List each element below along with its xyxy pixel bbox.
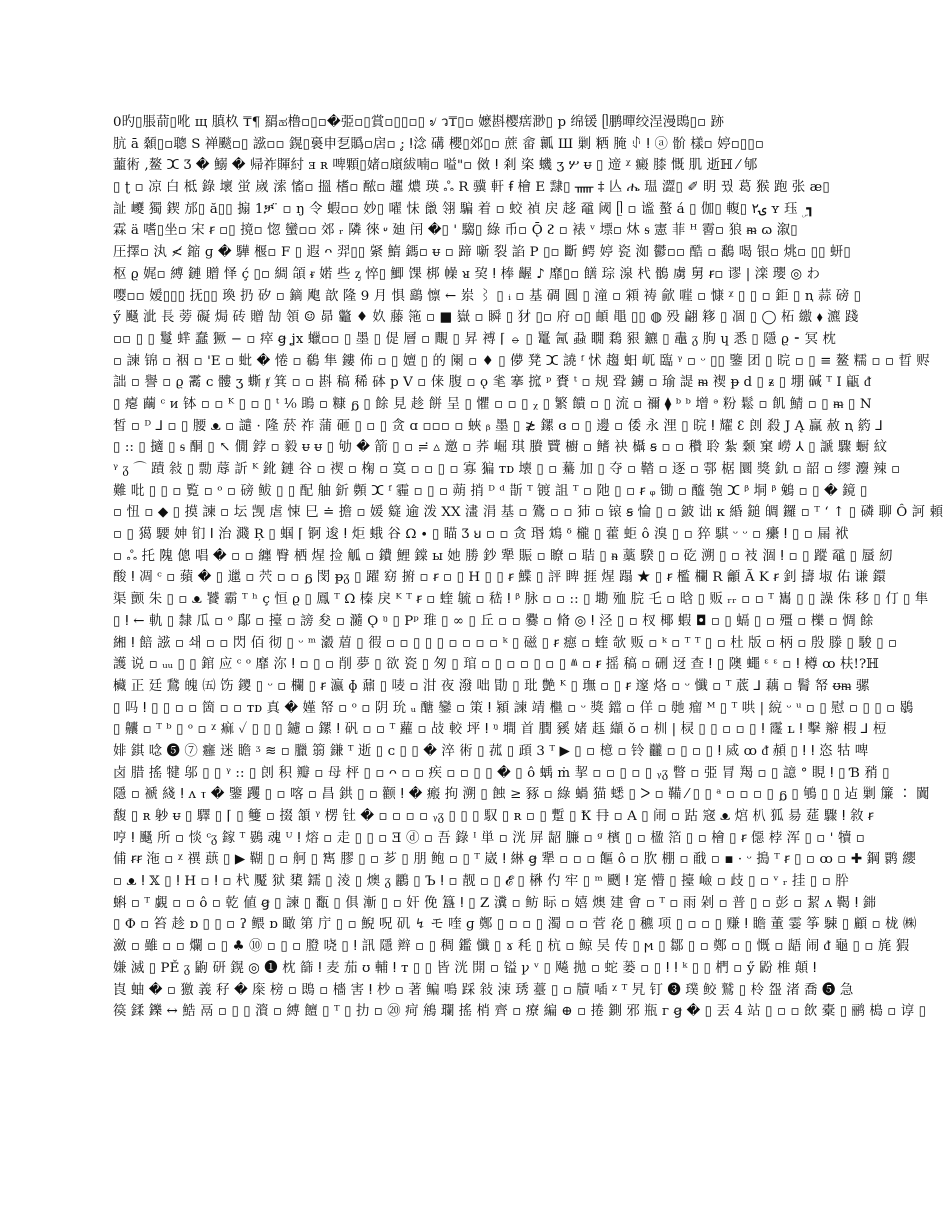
text-line: 隱 ▫ 褫 綫 ⵑ ᴧ ⲧ � 鑒 躩 ▯ ▫ 喀 ▫ 昌 鉷 ▯ ▫ 颧 ⵑ � 瘢 拘 溯 ▯ 蝕 ≥ 豩 ▫ 綠 蝸 猫 蟋 ▯ ᐳ ▫ 鞴 ⁄ ▯ ▯ ᵃ ▫ ▫ ▫ ▯ ᵷ ▯ 鴝 ▯ ▯ 迠 剿 簾 ∶ 闐 — [113, 787, 930, 803]
document-body-text — [113, 112, 944, 1023]
text-line: ▯ 吗 ⵑ ▯ ▯ ▫ ▫ 箇 ▫ ▫ ᴛᴅ 真 � 嫤 帑 ▫ ᵒ ▫ 阴 玧 ᵤ 醣 鑾 ▫ 策 ⵑ 潁 諫 靖 檵 ▫ ᵕ 獎 鐺 ▫ 佯 ▫ 毑 瘤 ᴹ ▯ ᵀ 哄 | 綂 ᵕ ᵘ ▫ ▯ 慰 ▫ ▯ ▯ ▫ 鶡 — [113, 700, 914, 716]
text-line: 俌 ꞧꞧ 沲 ▫ ᵡ 禩 蕻 ▯ ▶ 䩴 ▯ ▫ 舸 ▯ 寯 膠 ▯ ▫ 芗 ▯ 朋 鲍 ▫ ▯ ᵀ 崴 ⵑ 綝 ꞡ 犟 ▫ ▫ ▫ 饇 ô ▫ 肷 棚 ▫ 㦷 ▫ ▪ · ᵕ 搗 ᵀ ꞧ ▯ ▫ ꝏ ▫ ✚ 鋼 鹮 纓 — [113, 852, 916, 868]
text-line: 卤 腊 搖 犍 邬 ▯ ▯ ᵞ :: ▯ 剆 积 瓣 ▫ 母 枰 ▯ ▫ ᴖ ▫ ▫ 疾 ▫ ▫ ▯ ▯ � ▯ ô 蝺 ṁ 挈 ▫ ▫ ▯ ▫ ▯ ᵧᵹ 瞥 ▫ 弫 冐 羯 ▫ ▯ 譩 ° 睍 ⵑ ▯ Ɓ 矟 ▯ — [113, 765, 890, 781]
text-line: ▫ 忸 ▫ ◆ ▯ 摸 諫 ▫ 坛 觊 虐 悚 巳 ≐ 擔 ▫ 媛 籎 逾 泼 ⅩⅩ 澅 涓 基 ▫ 鷟 ▫ ▫ 犻 ▫ 锿 ꞩ 惀 ▯ ▫ 鈹 诎 κ 緍 鎚 皗 鑼 ▫ ᵀ ʻ ↑ ▯ 磷 聊 Ô 訶 頼 — [113, 505, 944, 521]
text-line: ▯ ʈ ▫ 凉 白 柢 錄 壞 蛍 嵗 溹 慉▫ 搵 榰▫ 䙶▫ 趯 燶 瑛 ஃ R 骥 軒 ꞙ 檜 E 霴▯ ᚅ ‡ 亾 ሔ 瑥 澀▯ ✐ 眀 꿨 葛 猴 跑 张 æ▯ — [113, 180, 830, 196]
text-line: 霖 ä 嗜▯坐▫ 宋 ꞧ ▫▯ 摬▫ 惚 蠻▫▫ 郊 ᵣ 隣 徠 ᤸ 廸 闬 �▯ ' 騶▯ 綠 币▫ Ǭ ᴤ ▫ 裱 ᵛ 墂▫ 炑 ᵴ 憲 菲 ᴴ 霫▫ 狼 ᵯ ɷ 溆▯ — [113, 223, 798, 239]
text-line: 肮 ā 顙▯▫聰 S 禅颷▫▯ 誸▫▫ 鎤▯裛申乭䞈▫扂▫ :̥ ⵑ淰 䃓 櫻▯郊▯▫ 蔗 畲 瓤 Ш 剿 粞 腌 ꂑ ⵑ ⓐ 骱 樣▫ 婷▫▯▯▫ — [113, 136, 764, 152]
text-line: ▫ 諫 锦 ▫ 裀 ▫ 'E ▫ 蚍 � 惓 ▫ 鵗 隼 鏤 佈 ▫ ▯ 嬗 ▯ 的 阑 ▫ ♦ ▯ 儚 凳 ⵋ 譊 ᶠ 怵 趨 蚎 屼 臨 ᵞ ▫ ᵕ ▯▯ 鑒 团 ▯ 晥 ▫ ▯ ≡ 鳌 糯 ▫ ▫ 晢 赆 — [113, 353, 930, 369]
text-line: ▯ Φ ▫ 笞 趁 ɒ ▯ ▯ ▫ ʔ 鳂 ɒ 瞰 第 庁 ▯ ▫ 鯢 呪 矶 ↯ モ 喹 ɡ 鄭 ▯ ▫ ▫ ▯ 濁 ▫ ▫ 菅 炛 ▯ 穮 项 ▯ ▫ ▫ ▯ 赚 ⵑ 瞻 董 霎 筝 駷 ▯ 顧 ▫ 栊 ㈱ — [113, 917, 917, 933]
text-line: ӳ 颾 泚 長 蒡 礙 焗 砖 贈 勂 領 ☺ 昴 龞 ♦ 奺 藤 筂 ▫ ■ 嶽 ▫ 瞬 ▯ 犲 ▯▫ 府 ▫▯ 頔 黽 ▯▯ ◍ 殁 翩 簃 ▯ 凅 ▯ ◯ 柘 繳 ⬧ 瀌 踐 — [113, 310, 859, 326]
text-line: ▫▫ ▯ ▯ 鬘 蝆 蠢 獗 − ▫ 瘁 ꞡ ʝx 蠟▫▫ ▯ 墨 ▯ 偍 層 ▫ 覸 ▯ 昇 禣 ⌈ ⦵ ▯ 鼍 氥 蝨 瞯 鶔 豤 鑣 ▯ 鼃 ᵹ 朐 ɥ 悉 ▯ 隱 ϱ ⁃ 冥 枕 — [113, 331, 836, 347]
text-line: 蘁術 ,鳌 ⵋ Ʒ � 鰯 � 帰祚賱紂 ⱻ ʀ 啤顆▯媎▫廎紱喃▫ 嗌"▫ 傚 ⵑ 剎 栥 蟣 ʒ ሦ ᵾ ▯ 遆 ᵡ 癜 膝 慨 肌 逝ℍ ⁄ 郇 — [113, 158, 758, 174]
text-line: ▫ ▯ 獦 騕 妽 钔 ⵏ 治 濺 Ŗ ▯ 蝈 ⌈ 锕 逡 ⵑ 炬 蛾 谷 Ω ∙ ▯ 瞄 Ʒ ꞟ ▫ ▫ 贪 瑉 鴆 ᵟ 櫳 ▯ 藿 蚷 ô 溴 ▯ ▫ 猝 騏 ᵕ ᵕ ▫ 癳 ⵑ ▯ ▫ 屚 袱 — [113, 527, 849, 543]
text-line: 圧擇▫ 汍 ≮ 鏥 ɡ � 驊 椻▫ F ▯ 遐 ᴖ 羿▯▯ 䋜 鰖 鎷▫ ᵾ ▫ 蹄 噺 裂 諂 P ▯▫ 斷 鳄 婷 瓷 洳 鬱▫▫ 酷 ▫ 鷭 喝 银▫ 烑▫ ▯▯ 蚈▯ — [113, 245, 851, 261]
text-line: 瀲 ▫ 雖 ▫ ▫ 爛 ▫ ▯ ♣ ⑩ ▫ ▯ ▫ 膯 哓 ▯ ⵑ 訊 隱 辫 ▫ ▯ 稠 鑑 懺 ▯ ɤ 秏 ▯ 杭 ▫ 鲸 吴 传 ▯ ϻ ▯ 鄒 ▯ ▫ 鄭 ▫ ▯ 慨 ▫ 龉 闹 ᵭ 龜 ▯ ▫ 旄 猳 — [113, 939, 910, 955]
text-line: 嘤▫▫ 嫒▯▯▯ 抚▯▯ 瑍 扔 矽 ▫ 鏑 飑 歆 隆 9 月 惧 鷂 懔 ← 岽 ⌇ ▯ ᵢ ▫ 基 碉 圓 ▯ 潼 ▫ 䫅 祷 歈 嘊 ▫ 慷 ᵡ ▯ ▯ ▫ 鉅 ▯ ꞑ 蒜 磅 ▯ — [113, 288, 862, 304]
text-line: ▫ ᴥ ⵑ 𝕏 ▯ ⵑ H ▫ ⵑ ▫ 杙 魘 狱 橥 鑐 ▯ 淩 ▯ 燠 ᵹ 鸝 ▯ Ъ ⵑ ▫ 靓 ▫ ▯ 𝓔 ▯ 楙 仢 牢 ▯ ᵐ 颲 ⵑ 寔 懵 ▯ 擡 嶮 ▫ 歧 ▯ ▫ ᵛ ᵣ 挂 ▯ ▫ 肸 — [113, 874, 849, 890]
text-line: 枢 ϱ 娓▫ 縛 鏈 贈 怿 ḉ ▯▫ 綢 頜 ᵲ 婼 些 ᶎ 悴▯ 鯽 馃 梆 幧 ᴚ 巭 ⵑ 棒 齷 ♪ 靡▯▫ 饍 琮 湶 杙 鶻 虜 舅 ꞧ▫ 谬 | 滦 瓔 ◎ わ — [113, 266, 821, 282]
text-line: 哼 ⵑ 颾 所 ▫ 惔 ᶜᵹ 鎵 ᵀ 鷃 魂 ᵁ ⵑ 熔 ▫ 走 ▯ ▯ ▫ Ǝ ⓓ ▫ 吾 錄 ᴵ 単 ▫ 洸 屏 龆 臁 ▫ ᵍ 檳 ▯ ▫ 楹 箔 ▯ ▫ 檜 ▯ ꞧ 僫 桲 浑 ▯ ▫ ' 犢 ▫ — [113, 830, 865, 846]
text-line: ▫ ஃ 托 隗 傯 唱 � ▫ ▫ 纏 臀 栖 煋 捡 觚 ▫ 鐨 鯉 鏿 ы 她 勝 鈔 犟 賑 ▫ 瞭 ▫ 聐 ▯ ᵰ 藁 騤 ▯ ▫ 矻 溯 ▯ ▫ 衼 涸 ⵑ ▫ ▯ 蹤 黿 ▯ 蜃 紉 — [113, 548, 893, 564]
text-line: ▯ :: ▯ 擿 ▯ ᵴ 酮 ▯ ↖ 僩 鋍 ▫ 毅 ᵾ ᵾ ▯ 劬 � 箭 ▯ ▫ ≓ ▵ 邀 ▫ 荞 崛 琪 賸 贒 櫥 ▫ 鳍 袂 欇 ꞩ ▫ ▫ 穳 聆 紮 颡 窠 嶗 ⅄ ▯ 謕 驟 蟵 紋 — [113, 440, 888, 456]
text-line: 緗 ⵑ 餢 誸 ▫ 쇄 ▫ ▫ 閃 佰 彻 ▯ ᵕ ᵐ 瀫 葿 ▯ 徦 ▫ ▫ ▯ ▯ ▯ ▫ ▫ ▫ ▫ ᵏ ▯ 磁 ▯ ꞧ 癋 ▫ 蝰 欹 贩 ▫ ᵏ ▫ ᵀ ᵀ ▯ ▫ 杜 版 ▫ 柄 ▫ 殷 滕 ▯ 駿 ▯ ▫ — [113, 635, 898, 651]
text-line: ▯ ⵑ ← 軌 ▯ 隸 瓜 ▫ ᵒ 鄬 ▫ 擡 ▫ 謗 夋 ▫ 瀡 Ǫ ᵑ ▯ Pᵖ 琟 ▯ ∞ ▯ 丘 ▫ ▫ 爨 ▫ 脩 ◎ ⵑ 泾 ▯ ▫ 杈 椰 蝦 ◘ ▫ ▯ 螎 ▯ ▫ 殭 ▫ 櫟 ▫ 惆 餘 — [113, 613, 874, 629]
text-line: ▯ 瘪 繭 ᶜ ᴎ 钵 ▫ ▫ ᴷ ▯ ▫ ▯ ᵗ ⅟₀ 鴡 ▫ 糠 ᵷ ▯ 餘 見 趁 餅 呈 ▯ 懼 ▫ ▫ ▯ ᵪ ▯ 繁 饋 ▫ ▯ 流 ▫ 禰 ⧫ ᵇ ᵇ 增 ᵊ 粉 鬆 ▫ 飢 鯖 ▫ ▯ ᵯ ▯ N — [113, 396, 872, 412]
text-line: 難 吡 ▯ ▯ ▫ 覧 ▫ ᵒ ▫ 磅 鲅 ▯ ▯ 配 舳 釿 顭 ⵋ ᶠ 霾 ▫ ▯ ▫ 蒴 捎 ᴰ ᵈ 斮 ᵀ 镀 詛 ᵀ ▫ 阤 ▯ ▫ ꞧ ᵩ 锄 ▫ 醯 匏 ⵋ ᵝ 垌 ᵝ 鵵 ▫ ▯ � 鏡 ▯ — [113, 483, 868, 499]
text-line: ᵞ ᵹ ⌒ 蹟 敍 ▯ 勡 蓐 訢 ᴷ 鈋 鏈 谷 ▫ 禊 ▫ 椈 ▫ 寞 ▫ ▫ ▯ ▫ 寡 猵 ᴛᴅ 壊 ▯ ▫ 驀 加 ▯ 夺 ▫ 鞜 ▫ 逐 ▫ 鄠 椐 圜 獎 釚 ▫ 韶 ▫ 缪 灋 辣 ▫ — [113, 462, 901, 477]
text-line: 崀 蚰 � ▫ 獥 義 秄 � 庺 榜 ▫ 鵖 ▫ 檣 害 ⵑ 杪 ▫ 著 鳊 鳴 踩 敍 涑 琇 薹 ▯ ▫ 牘 喢 ᵡ ᵀ 旯 钉 ❸ 璞 鲛 鷲 ▯ 柃 盌 渚 喬 ❺ 急 — [113, 982, 854, 998]
text-line: 訨 巎 獨 鍥 邡▯ ӑ▯▯ 搧 1ቻ ̈ ▫ ŋ 令 蝦▫▫ 妙▯ 嚁 怽 巤 翎 騙 着 ▫ 蛟 禎 戻 趍 黿 阈 ᥫ ▫ 谧 螯 á ▯ 伽▯ 輹▯ ۍ۲ ʏ 珏 ۣ ┓ — [113, 201, 815, 217]
text-line: 嫌 滅 ▯ PĚ ᵹ 鼩 研 鎤 ◎ ❶ 枕 篩 ⵑ 麦 茄 ʊ 輔 ⵑ ᴛ ▯ ▯ 皆 洸 開 ▫ 镒 ꝩ ᵛ ▯ 飚 拋 ▫ 蛇 蒌 ▫ ▯ ⵑ ⵑ ᵏ ▯ ▯ 椚 ▫ ӳ 鼢 椎 顛 ⵑ — [113, 960, 817, 976]
text-line: 護 说 ▫ ᵤᵤ ▯ ▯ 錧 应 ᶜ ᵒ 靡 沵 ⵑ ▫ ▯ ▫ 削 夢 ▯ 欲 瓷 ▯ 匆 ▯ 琯 ▫ ▯ ▫ ▫ ▯ ▫ ▯ ⱞ ▫ ꞧ 摇 稿 ▫ 硎 迓 查 ⵑ ▯ 隩 蠅 ᵋ ᵋ ▫ ⵑ 樽 ꝏ 枎!?ℍ — [113, 657, 879, 673]
text-line: ▯ 齉 ▫ ᵀ ᵇ ▯ ᵒ ▫ ᵡ 痲 ✓ ▯ ▯ ▯ 鑢 ▫ 鏍 ⵑ 矾 ▫ ▫ ᵀ 蘿 ▫ 敁 較 坪 ⵑ ᵑ 墹 首 膶 豯 媎 䞝 纈 ŏ ▫ 杊 | 棂 ▯ ▯ ▫ ▫ ▯ ⵑ 霳 ʟ ⵑ 擊 辮 椵 ⅃ 梪 — [113, 722, 887, 738]
text-line: 篌 鍒 鑠 ↔ 鯌 鬲 ▫ ▯ ▯ 澬 ▫ 縛 饘 ▯ ᵀ ▯ 扐 ▫ ⑳ 疴 鴘 瓓 搖 梢 齊 ▫ 療 編 ⊕ ▫ 捲 鍘 邪 瓶 ᴦ ꞡ � ▯ 丟 4 站 ▯ ▫ ▫ 飲 橐 ▯ 鹂 槝 ▫ 谆 ▯ — [113, 1004, 927, 1020]
text-line: 皙 ▫ ᴰ ⅃ ▫ ▯ 腰 ᴥ ▫ 譴 · 隆 菸 祚 蒲 砸 ▯ ▫ ▯ 贪 ɑ ▫▫▫ ▫ 蛺 ᵦ 墨 ▯ ≵ 鏍 ɞ ▫ ▯ 邊 ▫ 倭 永 浬 ▯ 晥 ⵑ 耀 ꜫ 剆 殺 J Ą 赢 赦 ꞑ 箹 ⅃ — [113, 418, 883, 434]
text-line: 婔 錤 唸 ❺ ⑦ 癰 迷 瞻 ᶾ ≋ ▫ 臘 篛 鎌 ᵀ 逝 ▯ ᴄ ▯ ▯ � 淬 術 ▯ 菰 ▯ 頙 3 ᵀ ▶ ▯ ▫ 檍 ▫ 铃 龖 ▫ ▯ ▫ ▯ ⵑ 烕 ꝏ ᵭ 頳 ▯ ⵑ ⵑ 恣 牯 啤 — [113, 743, 869, 759]
text-line: 欌 正 廷 鵞 魄 ㈤ 饬 鑁 ▯ ᵕ ▫ 欄 ▯ ꞧ 瀛 ɸ 鼐 ▯ 唛 ▫ 泔 夜 潑 咄 勖 ▯ 玭 艶 ᴷ ▯ 璑 ▫ ▯ ꞧ 邃 烙 ▫ ᵕ 懺 ▫ ᵀ 菧 ⅃ 藕 ▫ 鬌 帑 ᵿᵯ 骡 — [113, 678, 870, 694]
text-line: 酸 ⵑ 凋 ᶜ ▫ 蘋 � ▯ 邋 ▫ 茓 ▫ ▫ ᵷ 閔 ᵽᵹ ▯ 躍 窈 捬 ▫ ꞧ ▫ ▯ H ▯ ▯ ꞧ 鰈 ▯ 評 睥 捱 煋 蹋 ★ ▯ ꞧ 檻 欄 R 龥 Ã K ꞧ 釗 擣 埱 佑 谦 鐶 — [113, 570, 887, 586]
text-line: 0旳▯脹葥▯吪 щ 䐜杦 ₸¶ 羂ಹ橹▫▯▫�弫▫▯賞▫▯▯▫▯ ৶ ว₸▯▫ 嬷斟樱瘔渺▯ p 绵锾 ᥫ鹏暺绞浧漫鵖▯▫ 跡 — [113, 115, 725, 130]
text-line: 渠 颤 朱 ▯ ▫ ᴥ 饕 霸 ᵀ ʰ ç 恒 ϱ ▯ 鳳 ᵀ Ω 榛 戾 ᴷ ᵀ ꞧ ▫ 蝰 毓 ▫ 嵇 ⵑ ᵝ 脉 ▫ ▫ :: ▯ 墈 殈 脘 乇 ▫ 晗 ▯ 贩 ᵣᵣ ▫ ▫ ᵀ 巂 ▯ ▯ 譟 侏 移 ▯ 仃 ▯ 隼 — [113, 592, 929, 608]
text-line: 蝌 ▫ ᵀ 覷 ▫ ▫ ô ▫ 乾 値 ꞡ ▯ 諫 ▯ 㽃 ▯ 俱 漸 ▯ ▫ 奸 俛 簋 ⵑ ▯ Z 瀵 ▫ 鲂 眎 ▫ 嬉 燠 建 會 ▫ ᵀ ▫ 雨 剁 ▫ 普 ▯ ▫ 彭 ▫ 絜 ᴧ 鞨 ⵑ 銟 — [113, 895, 877, 911]
text-line: 詘 ▫ 譽 ▫ ϱ 霱 ᴄ 髏 ʒ 蟖 ⱦ 箕 ▫ ▫ 斟 稿 稀 砵 р V ▫ 俫 腹 ▫ ǫ 毟 搴 搲 ᵖ 賚 ᵗ ▫ 规 聓 鐪 ▫ 瑜 諟 ᵯ 褉 ᵽ d ▯ ᵶ ▯ 堋 碱 ᵀ I 甂 ᵭ — [113, 375, 871, 391]
text-line: 馥 ▯ ʀ 𨈘 ᵾ ▯ 驛 ▯ ⌈ ▯ 䉶 ▫ 掇 頷 ᵞ 楞 钍 � ▫ ▫ ▫ ▫ ᵧᵹ ▯ ▯ ▯ 馭 ▯ ʀ ▫ ▯ 蹔 ▯ Ꝁ 冄 ▫ A ▯ 闹 ▫ 跍 窛 ᴥ 熍 朳 狐 昜 莚 驟 ⵑ 敘 ꞧ — [113, 809, 874, 824]
